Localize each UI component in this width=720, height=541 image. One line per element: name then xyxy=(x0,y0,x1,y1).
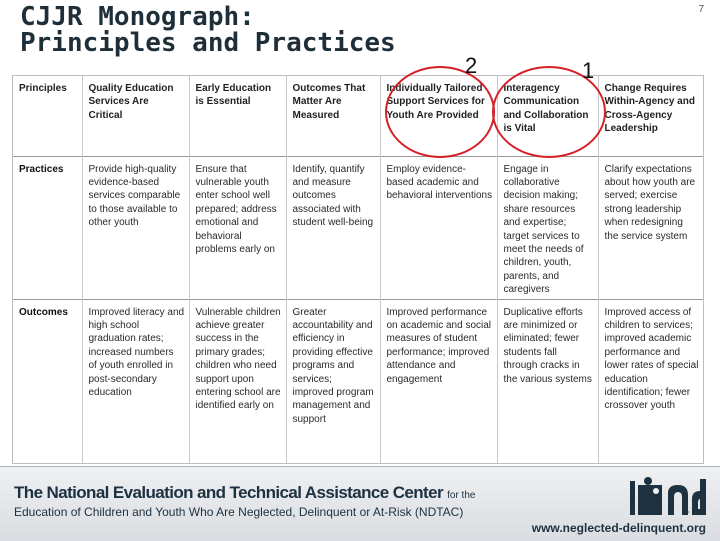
table-cell: Provide high-quality evidence-based services comparable to those available to other youth xyxy=(82,156,189,299)
table-row-principles xyxy=(13,76,703,156)
table-cell: Identify, quantify and measure outcomes associated with student well-being xyxy=(286,156,380,299)
table-cell: Improved access of children to services; improved academic performance and lower rates of special education identification; fewer crossover youth xyxy=(598,299,703,463)
table-cell: Practices xyxy=(13,156,82,299)
footer-for-the: for the xyxy=(447,490,476,501)
table-cell: Improved literacy and high school graduation rates; increased numbers of youth enrolled in post-secondary education xyxy=(82,299,189,463)
table-cell: Change Requires Within-Agency and Cross-Agency Leadership xyxy=(598,76,703,156)
table-cell: Interagency Communication and Collaboration is Vital xyxy=(497,76,598,156)
footer-org-title: The National Evaluation and Technical Assistance Center xyxy=(14,483,443,502)
slide-title-line-2: Principles and Practices xyxy=(20,28,396,58)
footer-org-subtitle: Education of Children and Youth Who Are Neglected, Delinquent or At-Risk (NDTAC) xyxy=(14,505,464,519)
table-cell: Early Education is Essential xyxy=(189,76,286,156)
footer-banner xyxy=(0,466,720,541)
table-cell: Greater accountability and efficiency in providing effective programs and services; improved program management and support xyxy=(286,299,380,463)
annotation-number-1: 1 xyxy=(582,58,595,83)
table-cell: Outcomes That Matter Are Measured xyxy=(286,76,380,156)
table-cell: Outcomes xyxy=(13,299,82,463)
table-cell: Improved performance on academic and social measures of student performance; improved attendance and engagement xyxy=(380,299,497,463)
slide-title-line-1: CJJR Monograph: xyxy=(20,2,255,32)
footer-org-name xyxy=(14,483,475,503)
table-row-outcomes xyxy=(13,299,703,463)
table-cell: Engage in collaborative decision making; share resources and expertise; target services to meet the needs of children, youth, parents, and caregivers xyxy=(497,156,598,299)
table-cell: Vulnerable children achieve greater success in the primary grades; children who need support upon entering school are identified early on xyxy=(189,299,286,463)
monograph-table-container xyxy=(13,76,703,463)
table-cell: Employ evidence-based academic and behavioral interventions xyxy=(380,156,497,299)
page-number: 7 xyxy=(698,4,704,15)
table-cell: Ensure that vulnerable youth enter school well prepared; address emotional and behavioral problems early on xyxy=(189,156,286,299)
table-cell: Individually Tailored Support Services for Youth Are Provided xyxy=(380,76,497,156)
table-cell: Principles xyxy=(19,83,67,94)
table-row-practices xyxy=(13,156,703,299)
logo-text: nd xyxy=(686,510,690,514)
footer-url-link[interactable]: www.neglected-delinquent.org xyxy=(531,521,706,535)
ndtac-logo-icon xyxy=(628,475,708,517)
slide-title xyxy=(20,4,440,56)
table-cell: Duplicative efforts are minimized or eliminated; fewer students fall through cracks in the various systems xyxy=(497,299,598,463)
principles-practices-table xyxy=(13,76,703,463)
annotation-number-2: 2 xyxy=(465,53,478,78)
table-cell: Clarify expectations about how youth are served; exercise strong leadership when redesigning the service system xyxy=(598,156,703,299)
table-cell: Quality Education Services Are Critical xyxy=(82,76,189,156)
